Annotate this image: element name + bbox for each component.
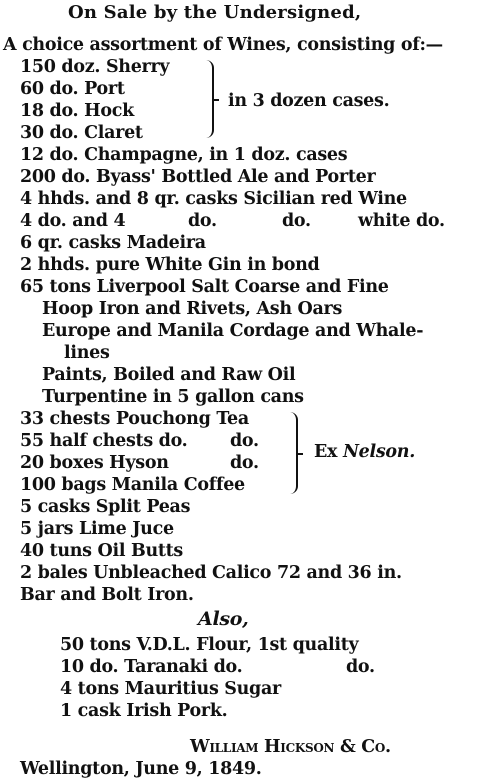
- list-item: 100 bags Manila Coffee: [20, 475, 245, 495]
- ditto-mark: do.: [346, 657, 375, 677]
- list-item: 1 cask Irish Pork.: [60, 701, 228, 721]
- group-note-prefix: Ex: [314, 442, 338, 462]
- group-note: [314, 441, 415, 463]
- also-heading: Also,: [198, 608, 249, 630]
- list-item: 65 tons Liverpool Salt Coarse and Fine: [20, 277, 389, 297]
- list-item: white do.: [358, 211, 445, 231]
- list-item: 12 do. Champagne, in 1 doz. cases: [20, 145, 348, 165]
- list-item: Europe and Manila Cordage and Whale-: [42, 321, 424, 341]
- group-note: in 3 dozen cases.: [228, 91, 390, 111]
- list-item: 60 do. Port: [20, 79, 125, 99]
- list-item: 50 tons V.D.L. Flour, 1st quality: [60, 635, 359, 655]
- list-item: Bar and Bolt Iron.: [20, 585, 194, 605]
- list-item: 4 tons Mauritius Sugar: [60, 679, 281, 699]
- group-brace: [206, 60, 214, 138]
- list-item: 2 hhds. pure White Gin in bond: [20, 255, 320, 275]
- list-item: 5 casks Split Peas: [20, 497, 191, 517]
- ditto-mark: do.: [282, 211, 311, 231]
- list-item: lines: [64, 343, 110, 363]
- ditto-mark: do.: [188, 211, 217, 231]
- intro-line: A choice assortment of Wines, consisting of:—: [3, 35, 443, 55]
- list-item: 20 boxes Hyson: [20, 453, 169, 473]
- list-item: 4 do. and 4: [20, 211, 126, 231]
- list-item: Turpentine in 5 gallon cans: [42, 387, 304, 407]
- list-item: 2 bales Unbleached Calico 72 and 36 in.: [20, 563, 402, 583]
- list-item: 200 do. Byass' Bottled Ale and Porter: [20, 167, 376, 187]
- list-item: 5 jars Lime Juce: [20, 519, 174, 539]
- list-item: 55 half chests do.: [20, 431, 188, 451]
- list-item: 6 qr. casks Madeira: [20, 233, 206, 253]
- ship-name: Nelson.: [342, 442, 416, 462]
- list-item: 30 do. Claret: [20, 123, 143, 143]
- ditto-mark: do.: [230, 453, 259, 473]
- list-item: 33 chests Pouchong Tea: [20, 409, 249, 429]
- list-item: Hoop Iron and Rivets, Ash Oars: [42, 299, 343, 319]
- list-item: 18 do. Hock: [20, 101, 134, 121]
- ditto-mark: do.: [230, 431, 259, 451]
- ad-title: On Sale by the Undersigned,: [68, 2, 362, 23]
- signature: William Hickson & Co.: [190, 737, 391, 757]
- dateline: Wellington, June 9, 1849.: [20, 759, 262, 779]
- list-item: Paints, Boiled and Raw Oil: [42, 365, 296, 385]
- group-brace: [290, 412, 298, 494]
- list-item: 150 doz. Sherry: [20, 57, 170, 77]
- list-item: 40 tuns Oil Butts: [20, 541, 183, 561]
- list-item: 10 do. Taranaki do.: [60, 657, 243, 677]
- list-item: 4 hhds. and 8 qr. casks Sicilian red Wine: [20, 189, 407, 209]
